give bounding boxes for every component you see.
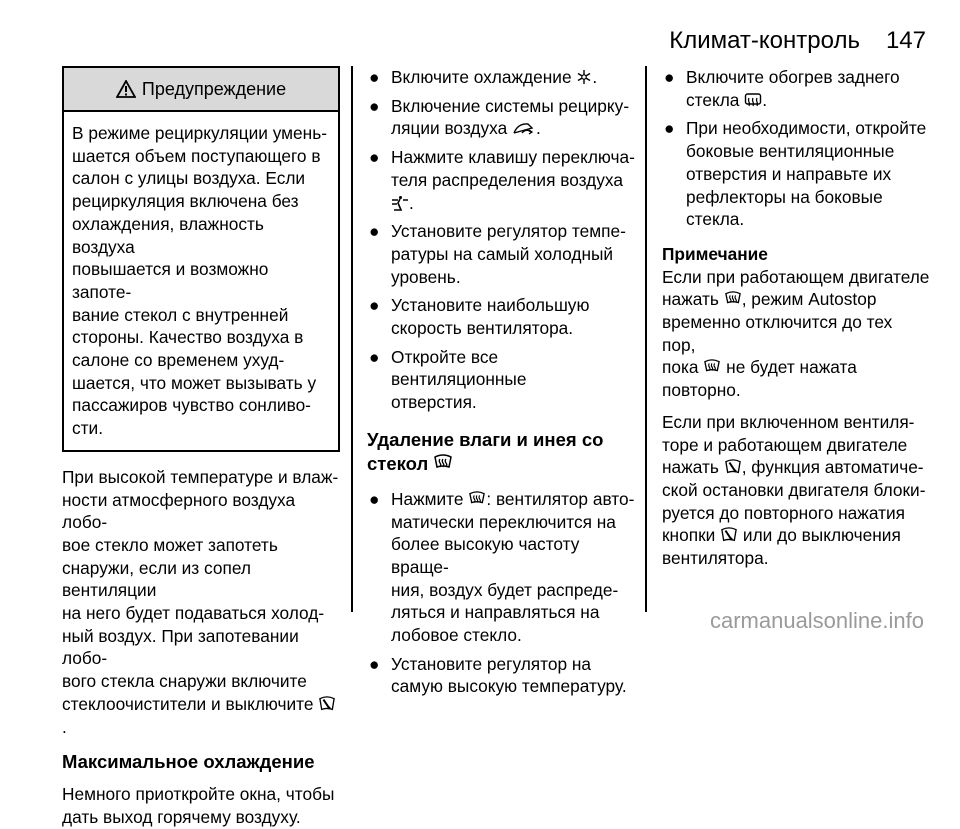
text-fragment: , режим Autostop [741, 289, 877, 310]
note-block [662, 243, 930, 570]
text-line: руется до повторного нажатия [662, 502, 905, 523]
list-item [367, 220, 637, 288]
text-line: Установите регулятор на [391, 653, 592, 674]
text-line: вентилятора. [662, 548, 769, 569]
condensation-paragraph [62, 466, 340, 738]
bullet-dot-icon: ● [369, 95, 380, 116]
heading-line: Удаление влаги и инея со [367, 428, 604, 450]
rear-window-heat-icon [744, 92, 762, 108]
wiper-icon [720, 527, 738, 543]
text-fragment: Нажмите [391, 488, 464, 509]
warning-line: В режиме рециркуляции умень- [72, 123, 327, 143]
text-line: на него будет подаваться холод- [62, 603, 325, 624]
page-number: 147 [885, 27, 926, 54]
section-heading-defog [367, 428, 637, 476]
column-middle [367, 66, 637, 698]
text-line [662, 356, 930, 379]
column-right [662, 66, 930, 570]
list-item [367, 294, 637, 339]
text-line: ния, воздух будет распреде- [391, 579, 619, 600]
text-line [391, 488, 637, 511]
text-line [662, 524, 930, 547]
note-title: Примечание [662, 243, 768, 264]
text-line: снаружи, если из сопел вентиляции [62, 557, 251, 601]
text-line: ляции воздуха . [391, 118, 541, 139]
section-title: Климат-контроль [669, 27, 860, 54]
bullet-dot-icon: ● [369, 488, 380, 509]
warning-line: шается объем поступающего в [72, 145, 321, 166]
text-line: Включение системы рецирку- [391, 95, 630, 116]
bullet-dot-icon: ● [664, 67, 675, 87]
text-line: уровень. [391, 266, 461, 287]
warning-header [64, 68, 338, 112]
defog-steps [367, 488, 637, 698]
heading-line [367, 452, 637, 476]
text-line: боковые вентиляционные [686, 141, 895, 162]
text-line: ратуры на самый холодный [391, 243, 614, 264]
text-line [662, 456, 930, 479]
list-item [367, 95, 637, 140]
text-fragment: стекла [686, 89, 740, 110]
text-line: При необходимости, откройте [686, 118, 927, 139]
warning-line: шается, что может вызывать у [72, 372, 317, 393]
text-line: повторно. [662, 380, 741, 401]
note-paragraph [662, 411, 930, 570]
bullet-dot-icon: ● [369, 346, 380, 367]
text-line: отверстия. [391, 392, 477, 413]
windscreen-defrost-icon [724, 291, 742, 307]
text-fragment: стекол [367, 452, 429, 474]
text-line: отверстия и направьте их [686, 163, 892, 184]
recirculation-icon [512, 122, 536, 136]
text-line: Если при включенном вентиля- [662, 411, 915, 432]
text-line: Немного приоткройте окна, чтобы [62, 784, 335, 805]
column-divider [351, 66, 353, 612]
text-line: самую высокую температуру. [391, 676, 627, 697]
text-fragment: : вентилятор авто- [486, 488, 635, 509]
text-line: теля распределения воздуха [391, 169, 623, 190]
bullet-dot-icon: ● [369, 67, 380, 87]
text-fragment: не будет нажата [726, 357, 857, 378]
bullet-dot-icon: ● [369, 653, 380, 674]
section-heading-max-cooling: Максимальное охлаждение [62, 751, 315, 773]
warning-box [62, 66, 340, 452]
text-line: ности атмосферного воздуха лобо- [62, 489, 296, 533]
text-line: При высокой температуре и влаж- [62, 466, 339, 487]
warning-line: охлаждения, влажность воздуха [72, 213, 264, 257]
text-line: лобовое стекло. [391, 625, 522, 646]
text-line: стекла. [686, 209, 745, 230]
text-line [662, 288, 930, 311]
text-line: Откройте все вентиляционные [391, 346, 527, 390]
text-line: торе и работающем двигателе [662, 434, 908, 455]
column-divider [645, 66, 647, 612]
text-line: более высокую частоту враще- [391, 534, 580, 577]
list-item [367, 346, 637, 414]
text-fragment: нажать [662, 289, 719, 310]
warning-line: вание стекол с внутренней [72, 304, 289, 325]
column-left [62, 66, 340, 829]
text-line: вое стекло может запотеть [62, 534, 278, 555]
list-item [367, 488, 637, 647]
bullet-dot-icon: ● [369, 221, 380, 242]
text-fragment: кнопки [662, 525, 716, 546]
text-fragment: ляции воздуха [391, 118, 508, 139]
wiper-icon [724, 459, 742, 475]
windscreen-defrost-icon [703, 359, 721, 375]
defog-steps-continued [662, 66, 930, 231]
text-line: рефлекторы на боковые [686, 186, 883, 207]
warning-title: Предупреждение [141, 78, 287, 99]
text-fragment: пока [662, 357, 699, 378]
warning-line: рециркуляция включена без [72, 191, 299, 212]
warning-line: салон с улицы воздуха. Если [72, 168, 306, 189]
list-item [367, 653, 637, 698]
windscreen-defrost-icon [468, 491, 486, 507]
text-fragment: стеклоочистители и выключите [62, 693, 314, 714]
watermark: carmanualsonline.info [709, 608, 924, 633]
max-cooling-paragraph [62, 783, 340, 828]
warning-line: повышается и возможно запоте- [72, 259, 269, 302]
text-line: Нажмите клавишу переключа- [391, 147, 635, 168]
list-item: ● Включите охлаждение . [369, 67, 598, 87]
text-line: временно отключится до тех пор, [662, 312, 893, 355]
list-item [367, 146, 637, 214]
list-item [662, 117, 930, 231]
list-item [662, 66, 930, 111]
text-line: скорость вентилятора. [391, 318, 574, 339]
max-cooling-steps [367, 66, 637, 414]
text-fragment: , функция автоматиче- [741, 457, 924, 478]
warning-line: пассажиров чувство сонливо- [72, 395, 311, 416]
warning-line: сти. [72, 418, 104, 439]
warning-line: салоне со временем ухуд- [72, 350, 285, 371]
text-fragment: или до выключения [742, 525, 901, 546]
wiper-icon [318, 696, 336, 712]
text-line: Установите регулятор темпе- [391, 221, 626, 242]
text-line: вого стекла снаружи включите [62, 671, 307, 692]
text-line: дать выход горячему воздуху. [62, 806, 301, 827]
text-line: Если при работающем двигателе [662, 266, 930, 287]
text-line: ный воздух. При запотевании лобо- [62, 625, 299, 669]
windscreen-defrost-icon [433, 454, 453, 472]
warning-body [64, 112, 338, 450]
text-fragment: нажать [662, 457, 719, 478]
text-line: Включите обогрев заднего [686, 67, 900, 87]
snowflake-icon [576, 69, 592, 85]
air-distribution-icon [391, 195, 409, 211]
bullet-dot-icon: ● [664, 118, 675, 139]
warning-triangle-icon [116, 80, 136, 98]
text-line: стеклоочистители и выключите . [62, 693, 340, 738]
warning-line: стороны. Качество воздуха в [72, 327, 304, 348]
text-line: Установите наибольшую [391, 295, 590, 316]
text-line: стекла . [686, 89, 768, 110]
text-line: . [391, 192, 637, 215]
bullet-dot-icon: ● [369, 295, 380, 316]
text-line: ской остановки двигателя блоки- [662, 479, 926, 500]
text-line: ляться и направляться на [391, 602, 600, 623]
text-fragment: Включите охлаждение [391, 67, 572, 87]
text-line: матически переключится на [391, 511, 616, 532]
page-header [669, 26, 926, 66]
bullet-dot-icon: ● [369, 147, 380, 168]
